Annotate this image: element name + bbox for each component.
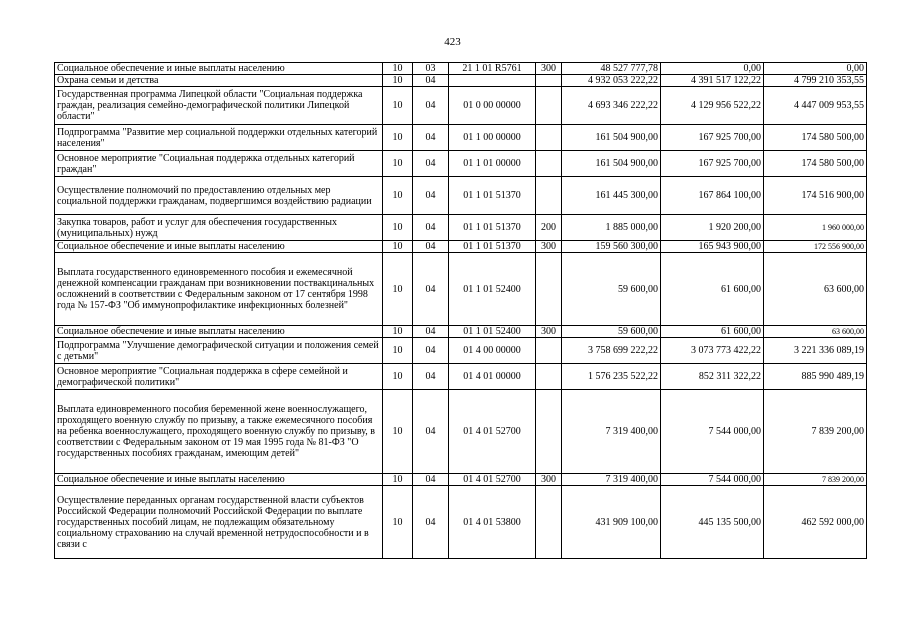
- table-row: [55, 125, 867, 151]
- section-code: 10: [383, 253, 413, 326]
- target-article-code: 01 1 01 52400: [449, 253, 536, 326]
- section-code: 10: [383, 63, 413, 75]
- expense-type-code: [536, 125, 562, 151]
- amount-year-1: 59 600,00: [562, 253, 661, 326]
- expense-type-code: 300: [536, 474, 562, 486]
- target-article-code: 01 4 01 53800: [449, 486, 536, 559]
- budget-item-name: Подпрограмма "Развитие мер социальной поддержки отдельных категорий населения": [55, 125, 383, 151]
- target-article-code: 01 1 01 00000: [449, 151, 536, 177]
- subsection-code: 04: [413, 338, 449, 364]
- section-code: 10: [383, 326, 413, 338]
- amount-year-2: 1 920 200,00: [661, 215, 764, 241]
- expense-type-code: 300: [536, 63, 562, 75]
- target-article-code: 01 4 01 52700: [449, 390, 536, 474]
- subsection-code: 04: [413, 474, 449, 486]
- expense-type-code: [536, 390, 562, 474]
- amount-year-3: 7 839 200,00: [764, 390, 867, 474]
- amount-year-3: 4 799 210 353,55: [764, 75, 867, 87]
- table-body: [55, 63, 867, 559]
- amount-year-1: 4 693 346 222,22: [562, 87, 661, 125]
- amount-year-3: 0,00: [764, 63, 867, 75]
- amount-year-3: 174 580 500,00: [764, 125, 867, 151]
- expense-type-code: [536, 87, 562, 125]
- section-code: 10: [383, 486, 413, 559]
- amount-year-1: 1 576 235 522,22: [562, 364, 661, 390]
- table-row: [55, 241, 867, 253]
- section-code: 10: [383, 364, 413, 390]
- subsection-code: 04: [413, 364, 449, 390]
- section-code: 10: [383, 474, 413, 486]
- amount-year-3: 174 580 500,00: [764, 151, 867, 177]
- amount-year-2: 167 925 700,00: [661, 125, 764, 151]
- amount-year-3: 885 990 489,19: [764, 364, 867, 390]
- section-code: 10: [383, 177, 413, 215]
- amount-year-3: 7 839 200,00: [764, 474, 867, 486]
- target-article-code: 01 1 01 52400: [449, 326, 536, 338]
- amount-year-1: 161 504 900,00: [562, 151, 661, 177]
- expense-type-code: [536, 338, 562, 364]
- amount-year-3: 172 556 900,00: [764, 241, 867, 253]
- section-code: 10: [383, 390, 413, 474]
- budget-item-name: Социальное обеспечение и иные выплаты населению: [55, 326, 383, 338]
- section-code: 10: [383, 241, 413, 253]
- section-code: 10: [383, 75, 413, 87]
- table-row: [55, 338, 867, 364]
- table-row: [55, 474, 867, 486]
- budget-item-name: Социальное обеспечение и иные выплаты населению: [55, 241, 383, 253]
- amount-year-2: 0,00: [661, 63, 764, 75]
- subsection-code: 04: [413, 125, 449, 151]
- budget-item-name: Основное мероприятие "Социальная поддержка отдельных категорий граждан": [55, 151, 383, 177]
- amount-year-2: 7 544 000,00: [661, 474, 764, 486]
- subsection-code: 03: [413, 63, 449, 75]
- target-article-code: 01 1 01 51370: [449, 241, 536, 253]
- expense-type-code: [536, 151, 562, 177]
- table-row: [55, 326, 867, 338]
- subsection-code: 04: [413, 326, 449, 338]
- target-article-code: 01 4 00 00000: [449, 338, 536, 364]
- budget-item-name: Социальное обеспечение и иные выплаты населению: [55, 474, 383, 486]
- section-code: 10: [383, 151, 413, 177]
- subsection-code: 04: [413, 241, 449, 253]
- expense-type-code: [536, 75, 562, 87]
- amount-year-1: 161 504 900,00: [562, 125, 661, 151]
- table-row: [55, 486, 867, 559]
- target-article-code: 01 1 01 51370: [449, 215, 536, 241]
- section-code: 10: [383, 338, 413, 364]
- amount-year-3: 174 516 900,00: [764, 177, 867, 215]
- budget-table: [54, 62, 867, 559]
- table-row: [55, 177, 867, 215]
- amount-year-2: 167 925 700,00: [661, 151, 764, 177]
- section-code: 10: [383, 125, 413, 151]
- amount-year-2: 7 544 000,00: [661, 390, 764, 474]
- amount-year-3: 4 447 009 953,55: [764, 87, 867, 125]
- table-row: [55, 253, 867, 326]
- target-article-code: 01 0 00 00000: [449, 87, 536, 125]
- budget-item-name: Выплата государственного единовременного пособия и ежемесячной денежной компенсации гражданам при возникновении поствакцинальных осложнений в соответствии с Федеральным законом от 17 сентября 1998 года № 157-ФЗ "Об иммунопрофилактике инфекционных болезней": [55, 253, 383, 326]
- amount-year-1: 4 932 053 222,22: [562, 75, 661, 87]
- subsection-code: 04: [413, 390, 449, 474]
- amount-year-3: 1 960 000,00: [764, 215, 867, 241]
- amount-year-1: 431 909 100,00: [562, 486, 661, 559]
- expense-type-code: [536, 364, 562, 390]
- budget-item-name: Закупка товаров, работ и услуг для обеспечения государственных (муниципальных) нужд: [55, 215, 383, 241]
- budget-item-name: Осуществление переданных органам государственной власти субъектов Российской Федерации полномочий Российской Федерации по выплате государственных пособий лицам, не подлежащим обязательному социальному страхованию на случай временной нетрудоспособности и в связи с: [55, 486, 383, 559]
- budget-item-name: Государственная программа Липецкой области "Социальная поддержка граждан, реализация семейно-демографической политики Липецкой области": [55, 87, 383, 125]
- subsection-code: 04: [413, 87, 449, 125]
- amount-year-2: 852 311 322,22: [661, 364, 764, 390]
- amount-year-3: 63 600,00: [764, 326, 867, 338]
- table-row: [55, 87, 867, 125]
- subsection-code: 04: [413, 177, 449, 215]
- expense-type-code: [536, 486, 562, 559]
- expense-type-code: [536, 253, 562, 326]
- amount-year-2: 167 864 100,00: [661, 177, 764, 215]
- amount-year-2: 445 135 500,00: [661, 486, 764, 559]
- target-article-code: 01 4 01 00000: [449, 364, 536, 390]
- amount-year-1: 7 319 400,00: [562, 474, 661, 486]
- amount-year-1: 159 560 300,00: [562, 241, 661, 253]
- amount-year-2: 165 943 900,00: [661, 241, 764, 253]
- table-row: [55, 75, 867, 87]
- target-article-code: 01 1 01 51370: [449, 177, 536, 215]
- amount-year-3: 3 221 336 089,19: [764, 338, 867, 364]
- table-row: [55, 364, 867, 390]
- budget-item-name: Выплата единовременного пособия беременной жене военнослужащего, проходящего военную службу по призыву, а также ежемесячного пособия на ребенка военнослужащего, проходящего военную службу по призыву, в соответствии с Федеральным законом от 19 мая 1995 года № 81-ФЗ "О государственных пособиях гражданам, имеющим детей": [55, 390, 383, 474]
- amount-year-2: 61 600,00: [661, 253, 764, 326]
- expense-type-code: 200: [536, 215, 562, 241]
- subsection-code: 04: [413, 253, 449, 326]
- amount-year-1: 3 758 699 222,22: [562, 338, 661, 364]
- amount-year-2: 4 391 517 122,22: [661, 75, 764, 87]
- table-row: [55, 390, 867, 474]
- budget-item-name: Подпрограмма "Улучшение демографической ситуации и положения семей с детьми": [55, 338, 383, 364]
- expense-type-code: 300: [536, 326, 562, 338]
- amount-year-3: 462 592 000,00: [764, 486, 867, 559]
- amount-year-1: 161 445 300,00: [562, 177, 661, 215]
- amount-year-2: 4 129 956 522,22: [661, 87, 764, 125]
- amount-year-3: 63 600,00: [764, 253, 867, 326]
- page-number: 423: [444, 36, 461, 48]
- target-article-code: 21 1 01 R5761: [449, 63, 536, 75]
- table-row: [55, 151, 867, 177]
- amount-year-1: 59 600,00: [562, 326, 661, 338]
- budget-item-name: Основное мероприятие "Социальная поддержка в сфере семейной и демографической политики": [55, 364, 383, 390]
- amount-year-1: 1 885 000,00: [562, 215, 661, 241]
- amount-year-2: 61 600,00: [661, 326, 764, 338]
- table-row: [55, 63, 867, 75]
- target-article-code: [449, 75, 536, 87]
- subsection-code: 04: [413, 486, 449, 559]
- subsection-code: 04: [413, 215, 449, 241]
- target-article-code: 01 1 00 00000: [449, 125, 536, 151]
- section-code: 10: [383, 215, 413, 241]
- amount-year-1: 7 319 400,00: [562, 390, 661, 474]
- expense-type-code: 300: [536, 241, 562, 253]
- budget-item-name: Охрана семьи и детства: [55, 75, 383, 87]
- budget-item-name: Осуществление полномочий по предоставлению отдельных мер социальной поддержки гражданам, подвергшимся воздействию радиации: [55, 177, 383, 215]
- amount-year-2: 3 073 773 422,22: [661, 338, 764, 364]
- subsection-code: 04: [413, 151, 449, 177]
- budget-item-name: Социальное обеспечение и иные выплаты населению: [55, 63, 383, 75]
- amount-year-1: 48 527 777,78: [562, 63, 661, 75]
- table-row: [55, 215, 867, 241]
- expense-type-code: [536, 177, 562, 215]
- subsection-code: 04: [413, 75, 449, 87]
- section-code: 10: [383, 87, 413, 125]
- target-article-code: 01 4 01 52700: [449, 474, 536, 486]
